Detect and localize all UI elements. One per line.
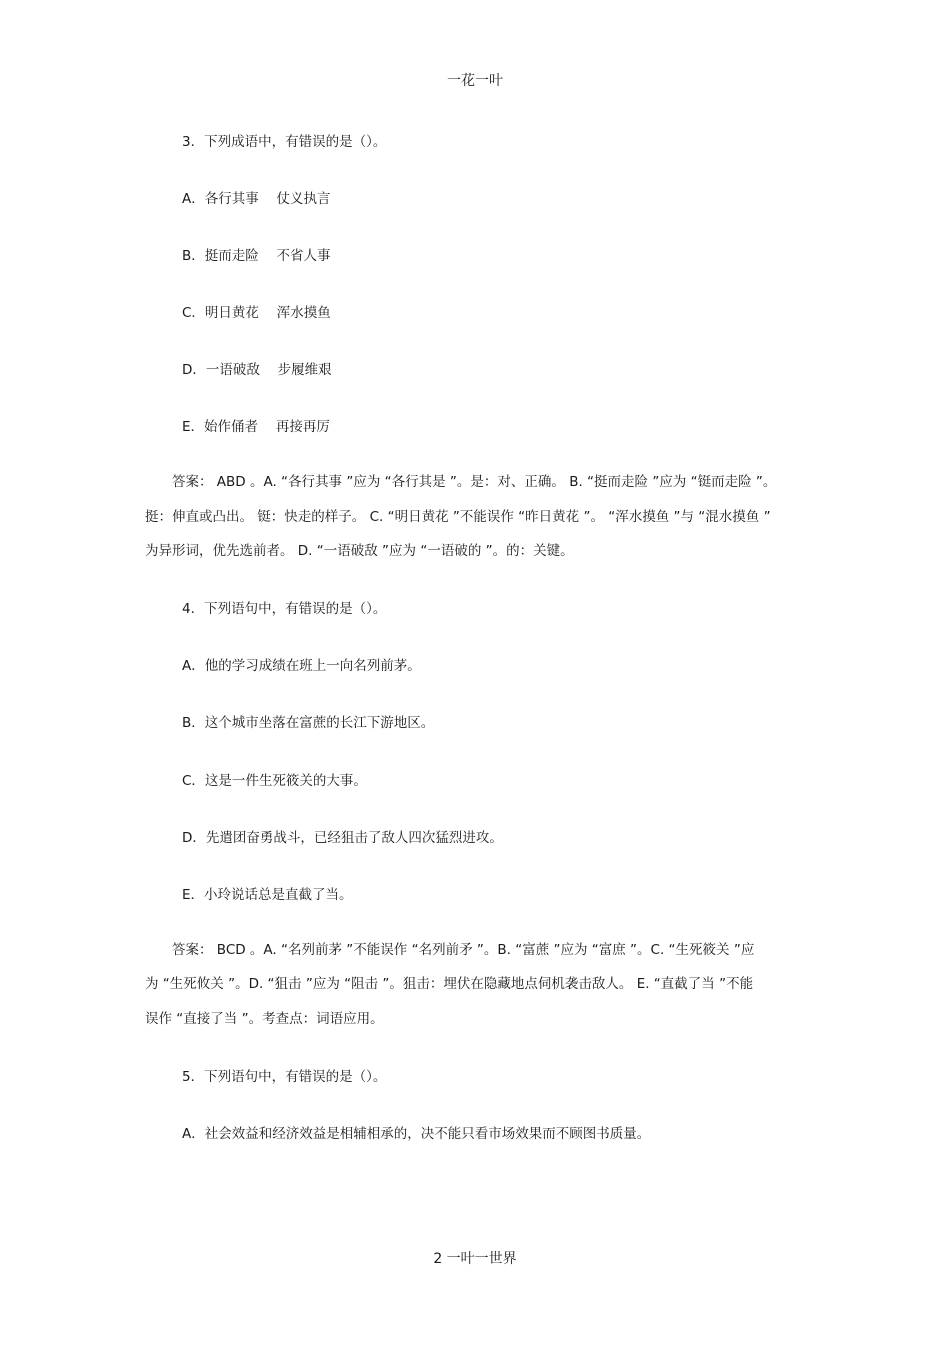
question-4-option-a: A．他的学习成绩在班上一向名列前茅。 [182, 658, 421, 674]
question-3-answer-line-2: 挺：伸直或凸出。 铤：快走的样子。 C. “明日黄花 ”不能误作 “昨日黄花 ”。 “浑水摸鱼 ”与 “混水摸鱼 ” [145, 509, 771, 525]
question-4-answer-line-2: 为 “生死攸关 ”。D. “狙击 ”应为 “阻击 ”。狙击：埋伏在隐藏地点伺机袭击敌人。 E. “直截了当 ”不能 [145, 976, 754, 992]
question-4-option-e: E．小玲说话总是直截了当。 [182, 887, 353, 903]
question-3-option-d: D．一语破敌 步履维艰 [182, 362, 332, 378]
question-5-stem: 5．下列语句中，有错误的是（）。 [182, 1069, 387, 1085]
question-4-option-c: C．这是一件生死筱关的大事。 [182, 773, 367, 789]
question-3-answer-line-3: 为异形词，优先选前者。 D. “一语破敌 ”应为 “一语破的 ”。的：关键。 [145, 543, 574, 559]
question-3-option-c: C．明日黄花 浑水摸鱼 [182, 305, 331, 321]
question-3-answer-line-1: 答案： ABD 。A. “各行其事 ”应为 “各行其是 ”。是：对、正确。 B. “挺而走险 ”应为 “铤而走险 ”。 [145, 474, 777, 490]
page-footer: 2 一叶一世界 [433, 1251, 517, 1267]
question-4-option-b: B．这个城市坐落在富蔗的长江下游地区。 [182, 715, 435, 731]
question-3-option-b: B．挺而走险 不省人事 [182, 248, 331, 264]
question-5-option-a: A．社会效益和经济效益是相辅相承的，决不能只看市场效果而不顾图书质量。 [182, 1126, 651, 1142]
question-3-option-e: E．始作俑者 再接再厉 [182, 419, 330, 435]
question-4-answer-line-1: 答案： BCD 。A. “名列前茅 ”不能误作 “名列前矛 ”。B. “富蔗 ”应为 “富庶 ”。C. “生死筱关 ”应 [145, 942, 755, 958]
question-4-answer-line-3: 误作 “直接了当 ”。考查点：词语应用。 [145, 1011, 384, 1027]
question-3-stem: 3．下列成语中，有错误的是（）。 [182, 134, 387, 150]
page-header-title: 一花一叶 [447, 73, 503, 89]
question-4-option-d: D．先遣团奋勇战斗，已经狙击了敌人四次猛烈进攻。 [182, 830, 503, 846]
question-4-stem: 4．下列语句中，有错误的是（）。 [182, 601, 387, 617]
question-3-option-a: A．各行其事 仗义执言 [182, 191, 331, 207]
